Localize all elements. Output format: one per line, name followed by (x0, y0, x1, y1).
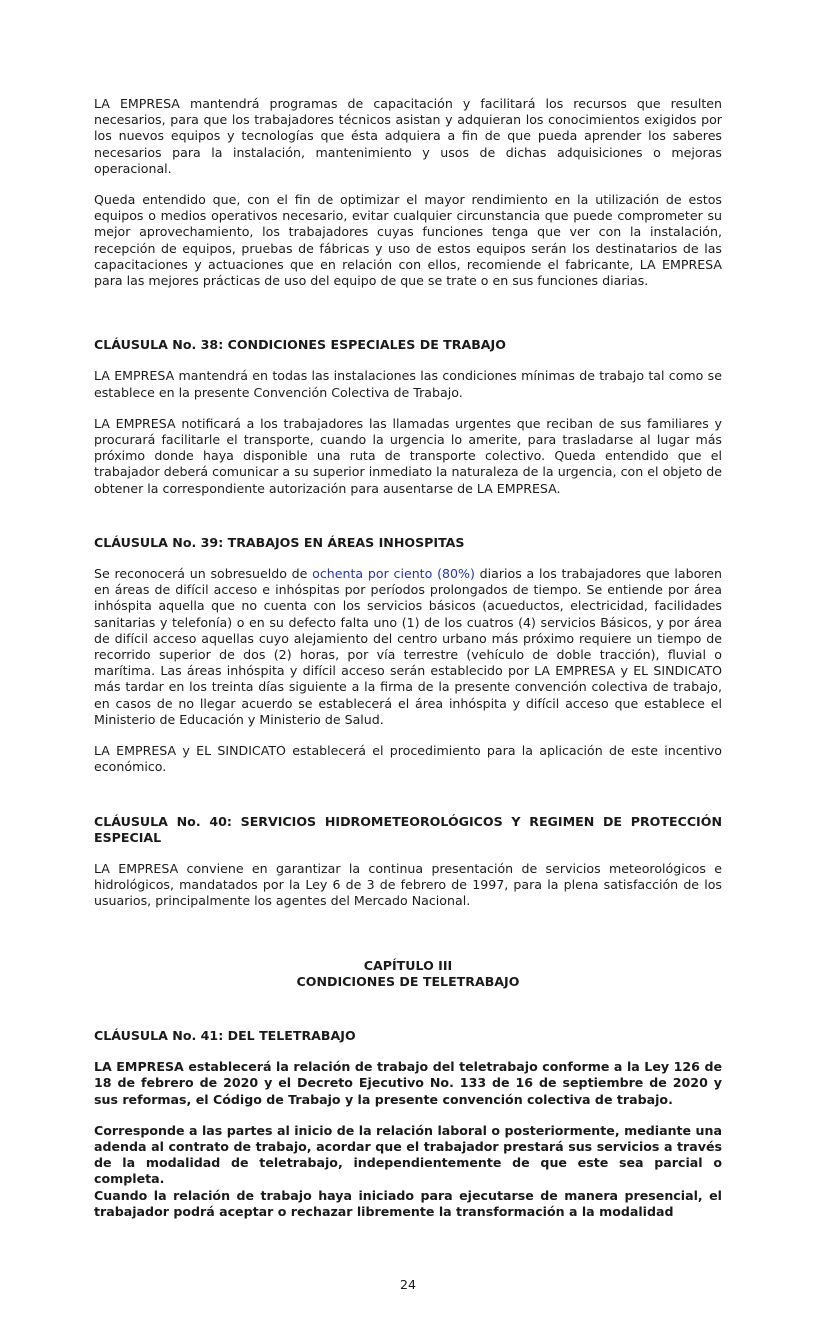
intro-paragraph-2: Queda entendido que, con el fin de optimizar el mayor rendimiento en la utilización de estos equipos o medios operativos necesario, evitar cualquier circunstancia que puede comprometer su mejor aprovechamiento, los trabajadores cuyas funciones tenga que ver con la instalación, recepción de equipos, pruebas de fábricas y uso de estos equipos serán los destinatarios de las capacitaciones y actuaciones que en relación con ellos, recomiende el fabricante, LA EMPRESA para las mejores prácticas de uso del equipo de que se trate o en sus funciones diarias. (94, 192, 722, 289)
clause-39-text-before: Se reconocerá un sobresueldo de (94, 566, 313, 582)
clause-41-paragraph-1: LA EMPRESA establecerá la relación de trabajo del teletrabajo conforme a la Ley 126 de 18 de febrero de 2020 y el Decreto Ejecutivo No. 133 de 16 de septiembre de 2020 y sus reformas, el Código de Trabajo y la presente convención colectiva de trabajo. (94, 1059, 722, 1107)
chapter-title: CONDICIONES DE TELETRABAJO (296, 973, 520, 989)
clause-41-paragraph-2: Corresponde a las partes al inicio de la relación laboral o posteriormente, mediante una adenda al contrato de trabajo, acordar que el trabajador prestará sus servicios a través de la modalidad de teletrabajo, independientemente de que este sea parcial o completa. (94, 1122, 722, 1187)
clause-40-heading: CLÁUSULA No. 40: SERVICIOS HIDROMETEOROLÓGICOS Y REGIMEN DE PROTECCIÓN ESPECIAL (94, 813, 722, 845)
clause-38-heading: CLÁUSULA No. 38: CONDICIONES ESPECIALES DE TRABAJO (94, 337, 506, 353)
clause-39-paragraph-2: LA EMPRESA y EL SINDICATO establecerá el procedimiento para la aplicación de este incentivo económico. (94, 743, 722, 775)
clause-39-heading: CLÁUSULA No. 39: TRABAJOS EN ÁREAS INHOSPITAS (94, 534, 465, 550)
clause-39-text-after: diarios a los trabajadores que laboren en áreas de difícil acceso e inhóspitas por períodos prolongados de tiempo. Se entiende por área inhóspita aquella que no cuenta con los servicios básicos (acueductos, electricidad, facilidades sanitarias y telefonía) o en su defecto falta uno (1) de los cuatros (4) servicios Básicos, y por área de difícil acceso aquellas cuyo alejamiento del centro urbano más próximo requiere un tiempo de recorrido superior de dos (2) horas, por vía terrestre (vehículo de doble tracción), fluvial o marítima. Las áreas inhóspita y difícil acceso serán establecido por LA EMPRESA y EL SINDICATO más tardar en los treinta días siguiente a la firma de la presente convención colectiva de trabajo, en casos de no llegar acuerdo se establecerá el área inhóspita y difícil acceso que establece el Ministerio de Educación y Ministerio de Salud. (94, 566, 722, 727)
clause-40-paragraph-1: LA EMPRESA conviene en garantizar la continua presentación de servicios meteorológicos e hidrológicos, mandatados por la Ley 6 de 3 de febrero de 1997, para la plena satisfacción de los usuarios, principalmente los agentes del Mercado Nacional. (94, 860, 722, 909)
clause-38-paragraph-2: LA EMPRESA notificará a los trabajadores las llamadas urgentes que reciban de sus familiares y procurará facilitarle el transporte, cuando la urgencia lo amerite, para trasladarse al lugar más próximo donde haya disponible una ruta de transporte colectivo. Queda entendido que el trabajador deberá comunicar a su superior inmediato la naturaleza de la urgencia, con el objeto de obtener la correspondiente autorización para ausentarse de LA EMPRESA. (94, 415, 722, 496)
clause-39-paragraph-1 (94, 566, 722, 728)
clause-38-paragraph-1: LA EMPRESA mantendrá en todas las instalaciones las condiciones mínimas de trabajo tal como se establece en la presente Convención Colectiva de Trabajo. (94, 368, 722, 400)
intro-paragraph-1: LA EMPRESA mantendrá programas de capacitación y facilitará los recursos que resulten necesarios, para que los trabajadores técnicos asistan y adquieran los conocimientos exigidos por los nuevos equipos y tecnologías que ésta adquiera a fin de que pueda aprender los saberes necesarios para la instalación, mantenimiento y usos de dichas adquisiciones o mejoras operacional. (94, 96, 722, 176)
clause-39-highlight: ochenta por ciento (80%) (312, 566, 475, 582)
clause-41-heading: CLÁUSULA No. 41: DEL TELETRABAJO (94, 1027, 356, 1043)
clause-41-paragraph-3: Cuando la relación de trabajo haya iniciado para ejecutarse de manera presencial, el trabajador podrá aceptar o rechazar libremente la transformación a la modalidad (94, 1187, 722, 1219)
document-page (94, 96, 722, 1220)
chapter-number: CAPÍTULO III (363, 957, 453, 973)
page-number: 24 (399, 1277, 417, 1292)
